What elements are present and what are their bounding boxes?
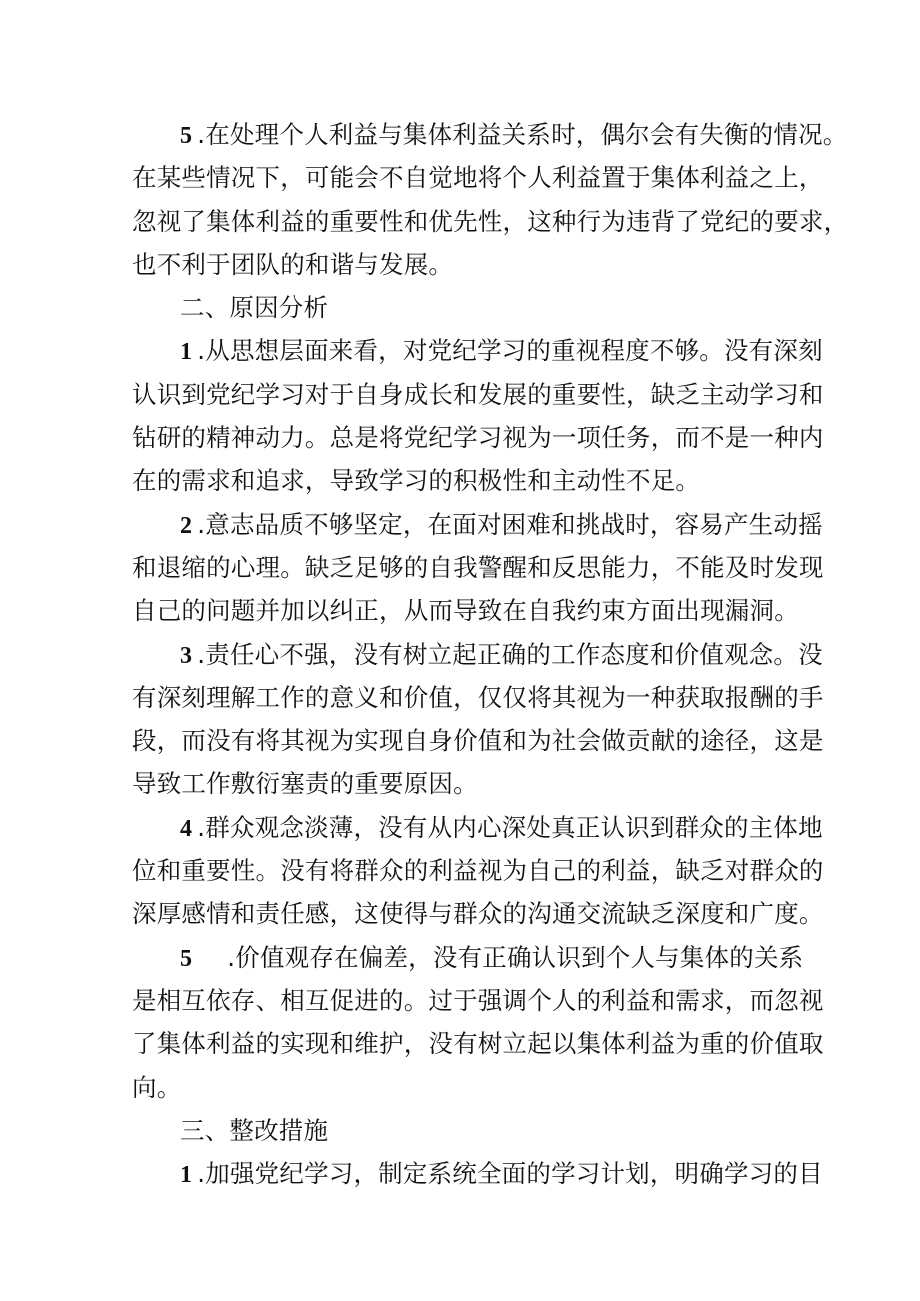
item-number: 4 — [180, 815, 193, 842]
item-number: 1 — [180, 1162, 193, 1189]
paragraph-line: 导致工作敷衍塞责的重要原因。 — [132, 769, 478, 799]
paragraph-line: 向。 — [132, 1072, 182, 1102]
paragraph-line: 在某些情况下，可能会不自觉地将个人利益置于集体利益之上， — [132, 163, 824, 193]
paragraph-line — [132, 503, 823, 546]
line-text: .意志品质不够坚定，在面对困难和挑战时，容易产生动摇 — [197, 509, 823, 539]
item-number: 5 — [180, 123, 193, 149]
paragraph-line: 位和重要性。没有将群众的利益视为自己的利益，缺乏对群众的 — [132, 856, 824, 886]
paragraph-line: 忽视了集体利益的重要性和优先性，这种行为违背了党纪的要求， — [132, 206, 849, 236]
line-text: .从思想层面来看，对党纪学习的重视程度不够。没有深刻 — [197, 336, 823, 366]
paragraph-line — [132, 1152, 823, 1195]
line-text: .在处理个人利益与集体利益关系时，偶尔会有失衡的情况。 — [197, 120, 848, 149]
paragraph-line: 自己的问题并加以纠正，从而导致在自我约束方面出现漏洞。 — [132, 596, 799, 626]
paragraph-line: 也不利于团队的和谐与发展。 — [132, 249, 454, 279]
section-heading: 三、整改措施 — [180, 1115, 329, 1145]
item-number: 5 — [180, 945, 193, 972]
paragraph-line — [132, 936, 804, 979]
document-body — [132, 113, 849, 1195]
paragraph-line: 了集体利益的实现和维护，没有树立起以集体利益为重的价值取 — [132, 1029, 824, 1059]
item-number: 3 — [180, 642, 193, 669]
paragraph-line: 钻研的精神动力。总是将党纪学习视为一项任务，而不是一种内 — [132, 423, 824, 453]
paragraph-line: 深厚感情和责任感，这使得与群众的沟通交流缺乏深度和广度。 — [132, 899, 824, 929]
paragraph-line: 段，而没有将其视为实现自身价值和为社会做贡献的途径，这是 — [132, 726, 824, 756]
paragraph-line — [132, 806, 823, 849]
line-text: .责任心不强，没有树立起正确的工作态度和价值观念。没 — [197, 639, 823, 669]
paragraph-line — [132, 113, 848, 156]
item-number: 1 — [180, 339, 193, 366]
paragraph-line — [132, 329, 823, 372]
line-text: .价值观存在偏差，没有正确认识到个人与集体的关系 — [227, 942, 804, 972]
paragraph-line: 认识到党纪学习对于自身成长和发展的重要性，缺乏主动学习和 — [132, 379, 824, 409]
paragraph-line: 是相互依存、相互促进的。过于强调个人的利益和需求，而忽视 — [132, 985, 824, 1015]
paragraph-line: 在的需求和追求，导致学习的积极性和主动性不足。 — [132, 466, 701, 496]
section-heading: 二、原因分析 — [180, 293, 329, 323]
paragraph-line: 和退缩的心理。缺乏足够的自我警醒和反思能力，不能及时发现 — [132, 552, 824, 582]
item-number: 2 — [180, 512, 193, 539]
line-text: .加强党纪学习，制定系统全面的学习计划，明确学习的目 — [197, 1159, 823, 1189]
paragraph-line: 有深刻理解工作的意义和价值，仅仅将其视为一种获取报酬的手 — [132, 682, 824, 712]
line-text: .群众观念淡薄，没有从内心深处真正认识到群众的主体地 — [197, 812, 823, 842]
paragraph-line — [132, 633, 823, 676]
